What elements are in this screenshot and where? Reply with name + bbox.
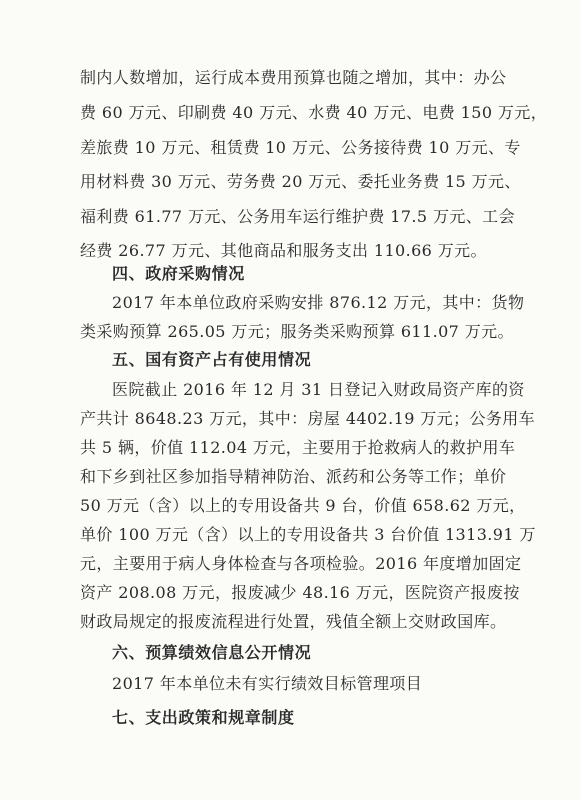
paragraph-line: 50 万元（含）以上的专用设备共 9 台，价值 658.62 万元， [80,496,526,515]
paragraph-line: 经费 26.77 万元、其他商品和服务支出 110.66 万元。 [80,241,487,260]
section-heading-state-assets: 五、国有资产占有使用情况 [112,350,312,369]
paragraph-line: 福利费 61.77 万元、公务用车运行维护费 17.5 万元、工会 [80,207,515,226]
paragraph-line: 元，主要用于病人身体检查与各项检验。2016 年度增加固定 [80,554,522,573]
paragraph-line: 用材料费 30 万元、劳务费 20 万元、委托业务费 15 万元、 [80,172,521,191]
section-heading-government-procurement: 四、政府采购情况 [112,264,245,283]
paragraph-line: 产共计 8648.23 万元，其中：房屋 4402.19 万元；公务用车 [80,409,536,428]
paragraph-line: 差旅费 10 万元、租赁费 10 万元、公务接待费 10 万元、专 [80,138,521,157]
paragraph-line: 费 60 万元、印刷费 40 万元、水费 40 万元、电费 150 万元， [80,103,548,122]
paragraph-line: 财政局规定的报废流程进行处置，残值全额上交财政国库。 [80,612,507,631]
paragraph-line: 单价 100 万元（含）以上的专用设备共 3 台价值 1313.91 万 [80,525,536,544]
paragraph-line: 共 5 辆，价值 112.04 万元，主要用于抢救病人的救护用车 [80,438,516,457]
paragraph-line: 类采购预算 265.05 万元；服务类采购预算 611.07 万元。 [80,322,514,341]
section-heading-performance-info: 六、预算绩效信息公开情况 [112,643,312,662]
section-heading-expenditure-policy: 七、支出政策和规章制度 [112,708,295,727]
paragraph-line: 2017 年本单位政府采购安排 876.12 万元，其中：货物 [112,293,525,312]
paragraph-line: 2017 年本单位未有实行绩效目标管理项目 [112,674,423,693]
paragraph-line: 资产 208.08 万元，报废减少 48.16 万元，医院资产报废按 [80,583,520,602]
paragraph-line: 制内人数增加，运行成本费用预算也随之增加，其中：办公 [80,68,507,87]
paragraph-line: 医院截止 2016 年 12 月 31 日登记入财政局资产库的资 [112,380,525,399]
paragraph-line: 和下乡到社区参加指导精神防治、派药和公务等工作；单价 [80,467,507,486]
